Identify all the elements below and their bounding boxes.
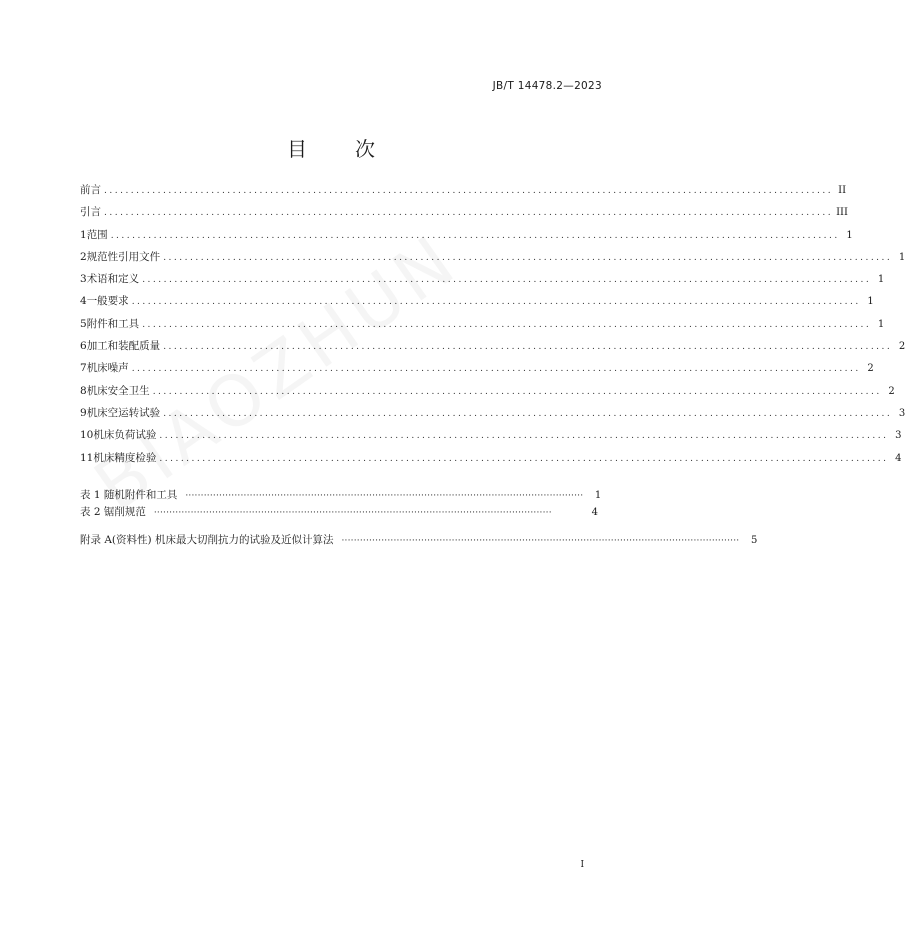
toc-entry-page: III — [836, 207, 848, 219]
toc-entry-label: 附件和工具 — [86, 317, 140, 330]
toc-entry-label: 机床精度检验 — [93, 451, 157, 464]
toc-leader: ........................................................................................................................................ — [104, 186, 834, 196]
toc-leader: ........................................................................................................................................ — [159, 453, 889, 464]
toc-entry-number: 5 — [80, 317, 87, 330]
toc-entry-page: II — [838, 185, 847, 196]
toc-entry-label: 术语和定义 — [86, 273, 140, 286]
annex-entry-page: 5 — [751, 535, 758, 546]
table-entry-page: 1 — [594, 490, 602, 501]
table-entry-page: 4 — [591, 506, 598, 518]
toc-leader: ........................................................................................................................................ — [163, 252, 893, 263]
toc-entry-8[interactable] — [80, 380, 895, 402]
toc-entry-page: 1 — [898, 251, 905, 263]
toc-entry-number: 1 — [80, 228, 87, 241]
toc-entry-page: 1 — [877, 274, 885, 286]
toc-entry-page: 1 — [877, 318, 885, 330]
title-char-1: 目 — [287, 137, 307, 161]
toc-leader: ........................................................................................................................................ — [142, 319, 872, 330]
toc-entry-label: 引言 — [80, 206, 101, 219]
toc-leader: ........................................................................................................................................ — [131, 297, 861, 308]
toc-leader: ........................................................................................................................................ — [159, 431, 889, 442]
toc-leader: ........................................................................................................................................ — [152, 386, 882, 397]
title-char-2: 次 — [355, 137, 375, 161]
table-leader: ·································································································································· — [153, 507, 552, 518]
toc-entry-label: 范围 — [86, 228, 108, 241]
toc-leader: ........................................................................................................................................ — [142, 275, 872, 286]
toc-entry-page: 4 — [895, 452, 902, 464]
toc-entry-number: 3 — [80, 273, 87, 286]
toc-entry-page: 2 — [867, 363, 874, 375]
toc-entry-number: 10 — [80, 429, 94, 442]
toc-entry-number: 7 — [80, 362, 87, 375]
toc-entry-number: 11 — [80, 451, 94, 464]
toc-entry-page: 3 — [895, 430, 902, 442]
toc-leader: ........................................................................................................................................ — [163, 342, 893, 353]
toc-entry-2[interactable] — [80, 246, 905, 268]
annex-leader: ·································································································································· — [341, 536, 740, 546]
toc-entry-number: 4 — [80, 295, 87, 308]
toc-entry-label: 加工和装配质量 — [86, 340, 161, 353]
page-title — [0, 133, 662, 162]
toc-entry-page: 1 — [867, 296, 874, 308]
table-entry-label: 表 2 锯削规范 — [80, 505, 146, 518]
toc-entry-label: 机床安全卫生 — [86, 384, 150, 397]
footer-page-number: I — [580, 860, 584, 870]
toc-leader: ........................................................................................................................................ — [163, 408, 893, 419]
toc-entry-number: 8 — [80, 384, 87, 397]
table-entry-2[interactable] — [80, 504, 598, 521]
toc-entry-label: 机床噪声 — [86, 362, 129, 375]
toc-entry-number: 9 — [80, 406, 87, 419]
toc-entry-page: 1 — [846, 229, 853, 241]
annex-list — [80, 532, 758, 549]
toc-entry-number: 6 — [80, 340, 87, 353]
toc-leader: ........................................................................................................................................ — [110, 230, 840, 241]
table-leader: ·································································································································· — [185, 491, 584, 501]
toc-leader: ........................................................................................................................................ — [131, 364, 861, 375]
annex-entry-a[interactable] — [80, 532, 758, 549]
toc-entry-foreword[interactable] — [80, 179, 847, 201]
table-entry-label: 表 1 随机附件和工具 — [80, 489, 178, 501]
toc-entry-label: 规范性引用文件 — [86, 250, 161, 263]
toc-leader: ........................................................................................................................................ — [104, 208, 834, 219]
toc-entry-number: 2 — [80, 250, 87, 263]
toc-entry-label: 一般要求 — [86, 295, 129, 308]
standard-number: JB/T 14478.2—2023 — [492, 80, 602, 92]
toc-entry-page: 2 — [898, 341, 905, 353]
toc-entry-label: 机床负荷试验 — [93, 429, 157, 442]
toc-entry-label: 机床空运转试验 — [86, 406, 161, 419]
toc-entry-page: 3 — [898, 407, 905, 419]
toc-entry-page: 2 — [888, 385, 895, 397]
toc-entry-introduction[interactable] — [80, 201, 848, 223]
toc-entry-1[interactable] — [80, 224, 853, 246]
toc-entry-label: 前言 — [80, 184, 101, 196]
annex-entry-label: 附录 A(资料性) 机床最大切削抗力的试验及近似计算法 — [80, 534, 334, 546]
